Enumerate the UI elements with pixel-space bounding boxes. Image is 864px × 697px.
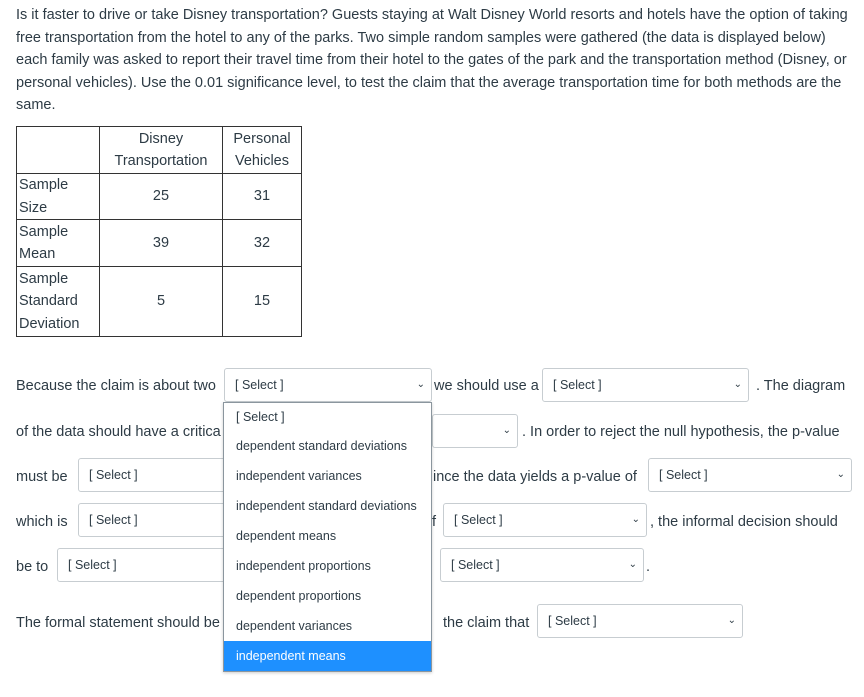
table-row <box>17 174 302 220</box>
sentence-2-start: of the data should have a critica <box>16 424 221 440</box>
dropdown-option[interactable]: dependent standard deviations <box>236 439 407 453</box>
chevron-down-icon: ⌄ <box>727 615 736 626</box>
sentence-4-start: which is <box>16 514 68 530</box>
sentence-5-end: . <box>646 559 651 575</box>
cell-personal: 32 <box>223 220 302 267</box>
chevron-down-icon: ⌄ <box>628 559 637 570</box>
select-value: [ Select ] <box>454 513 503 527</box>
sentence-4-end: , the informal decision should <box>650 514 838 530</box>
dropdown-option[interactable]: dependent means <box>236 529 337 543</box>
select-comparison[interactable] <box>78 503 228 537</box>
header-personal: Personal Vehicles <box>223 127 302 174</box>
select-informal-decision[interactable] <box>57 548 228 582</box>
sentence-5-start: be to <box>16 559 49 575</box>
select-value: [ Select ] <box>553 378 602 392</box>
sentence-6-end: the claim that <box>443 615 530 631</box>
data-table <box>16 126 302 337</box>
cell-personal: 31 <box>223 174 302 220</box>
select-significance[interactable] <box>443 503 647 537</box>
cell-personal: 15 <box>223 267 302 337</box>
dropdown-option[interactable]: dependent proportions <box>236 589 362 603</box>
row-label: Sample Size <box>17 174 100 220</box>
dropdown-option-highlighted[interactable]: independent means <box>224 641 431 671</box>
cell-disney: 5 <box>100 267 223 337</box>
dropdown-option[interactable]: independent variances <box>236 469 362 483</box>
chevron-down-icon: ⌄ <box>502 425 511 436</box>
sentence-6-start: The formal statement should be <box>16 615 220 631</box>
select-value: [ Select ] <box>89 513 138 527</box>
table-row <box>17 267 302 337</box>
sentence-1-start: Because the claim is about two <box>16 378 216 394</box>
select-pvalue-comparison[interactable] <box>78 458 228 492</box>
header-disney: Disney Transportation <box>100 127 223 174</box>
select-formal-statement[interactable] <box>537 604 743 638</box>
select-value: [ Select ] <box>548 614 597 628</box>
select-claim-about[interactable] <box>224 368 432 402</box>
table-corner-cell <box>17 127 100 174</box>
select-value: [ Select ] <box>89 468 138 482</box>
sentence-3-end: ince the data yields a p-value of <box>433 469 637 485</box>
sentence-3-start: must be <box>16 469 68 485</box>
row-label: Sample Mean <box>17 220 100 267</box>
cell-disney: 25 <box>100 174 223 220</box>
chevron-down-icon: ⌄ <box>836 469 845 480</box>
sentence-1-end: . The diagram <box>756 378 846 394</box>
select-value: [ Select ] <box>68 558 117 572</box>
sentence-1-mid: we should use a <box>434 378 539 394</box>
table-row <box>17 220 302 267</box>
select-value: [ Select ] <box>659 468 708 482</box>
chevron-down-icon: ⌄ <box>733 379 742 390</box>
select-test-type[interactable] <box>542 368 749 402</box>
dropdown-option[interactable]: independent standard deviations <box>236 499 417 513</box>
cell-disney: 39 <box>100 220 223 267</box>
select-decision[interactable] <box>440 548 644 582</box>
chevron-down-icon: ⌄ <box>416 379 425 390</box>
table-header-row <box>17 127 302 174</box>
select-critical-region[interactable] <box>432 414 518 448</box>
select-value: [ Select ] <box>235 378 284 392</box>
select-pvalue[interactable] <box>648 458 852 492</box>
sentence-4-fragment: f <box>432 514 437 530</box>
dropdown-listbox[interactable] <box>223 402 432 672</box>
row-label: Sample Standard Deviation <box>17 267 100 337</box>
question-text: Is it faster to drive or take Disney transportation? Guests staying at Walt Disney World resorts and hotels have the option of taking free transportation from the hotel to any of the parks. Two simple random samples were gathered (the data is displayed below) each family was asked to report their travel time from their hotel to the gates of the park and the transportation method (Disney, or personal vehicles). Use the 0.01 significance level, to test the claim that the average transportation time for both methods are the same. <box>16 7 848 113</box>
select-value: [ Select ] <box>451 558 500 572</box>
dropdown-option[interactable]: independent proportions <box>236 559 371 573</box>
dropdown-option[interactable]: [ Select ] <box>236 410 285 424</box>
chevron-down-icon: ⌄ <box>631 514 640 525</box>
sentence-2-end: . In order to reject the null hypothesis, the p-value <box>522 424 840 440</box>
dropdown-option[interactable]: dependent variances <box>236 619 353 633</box>
